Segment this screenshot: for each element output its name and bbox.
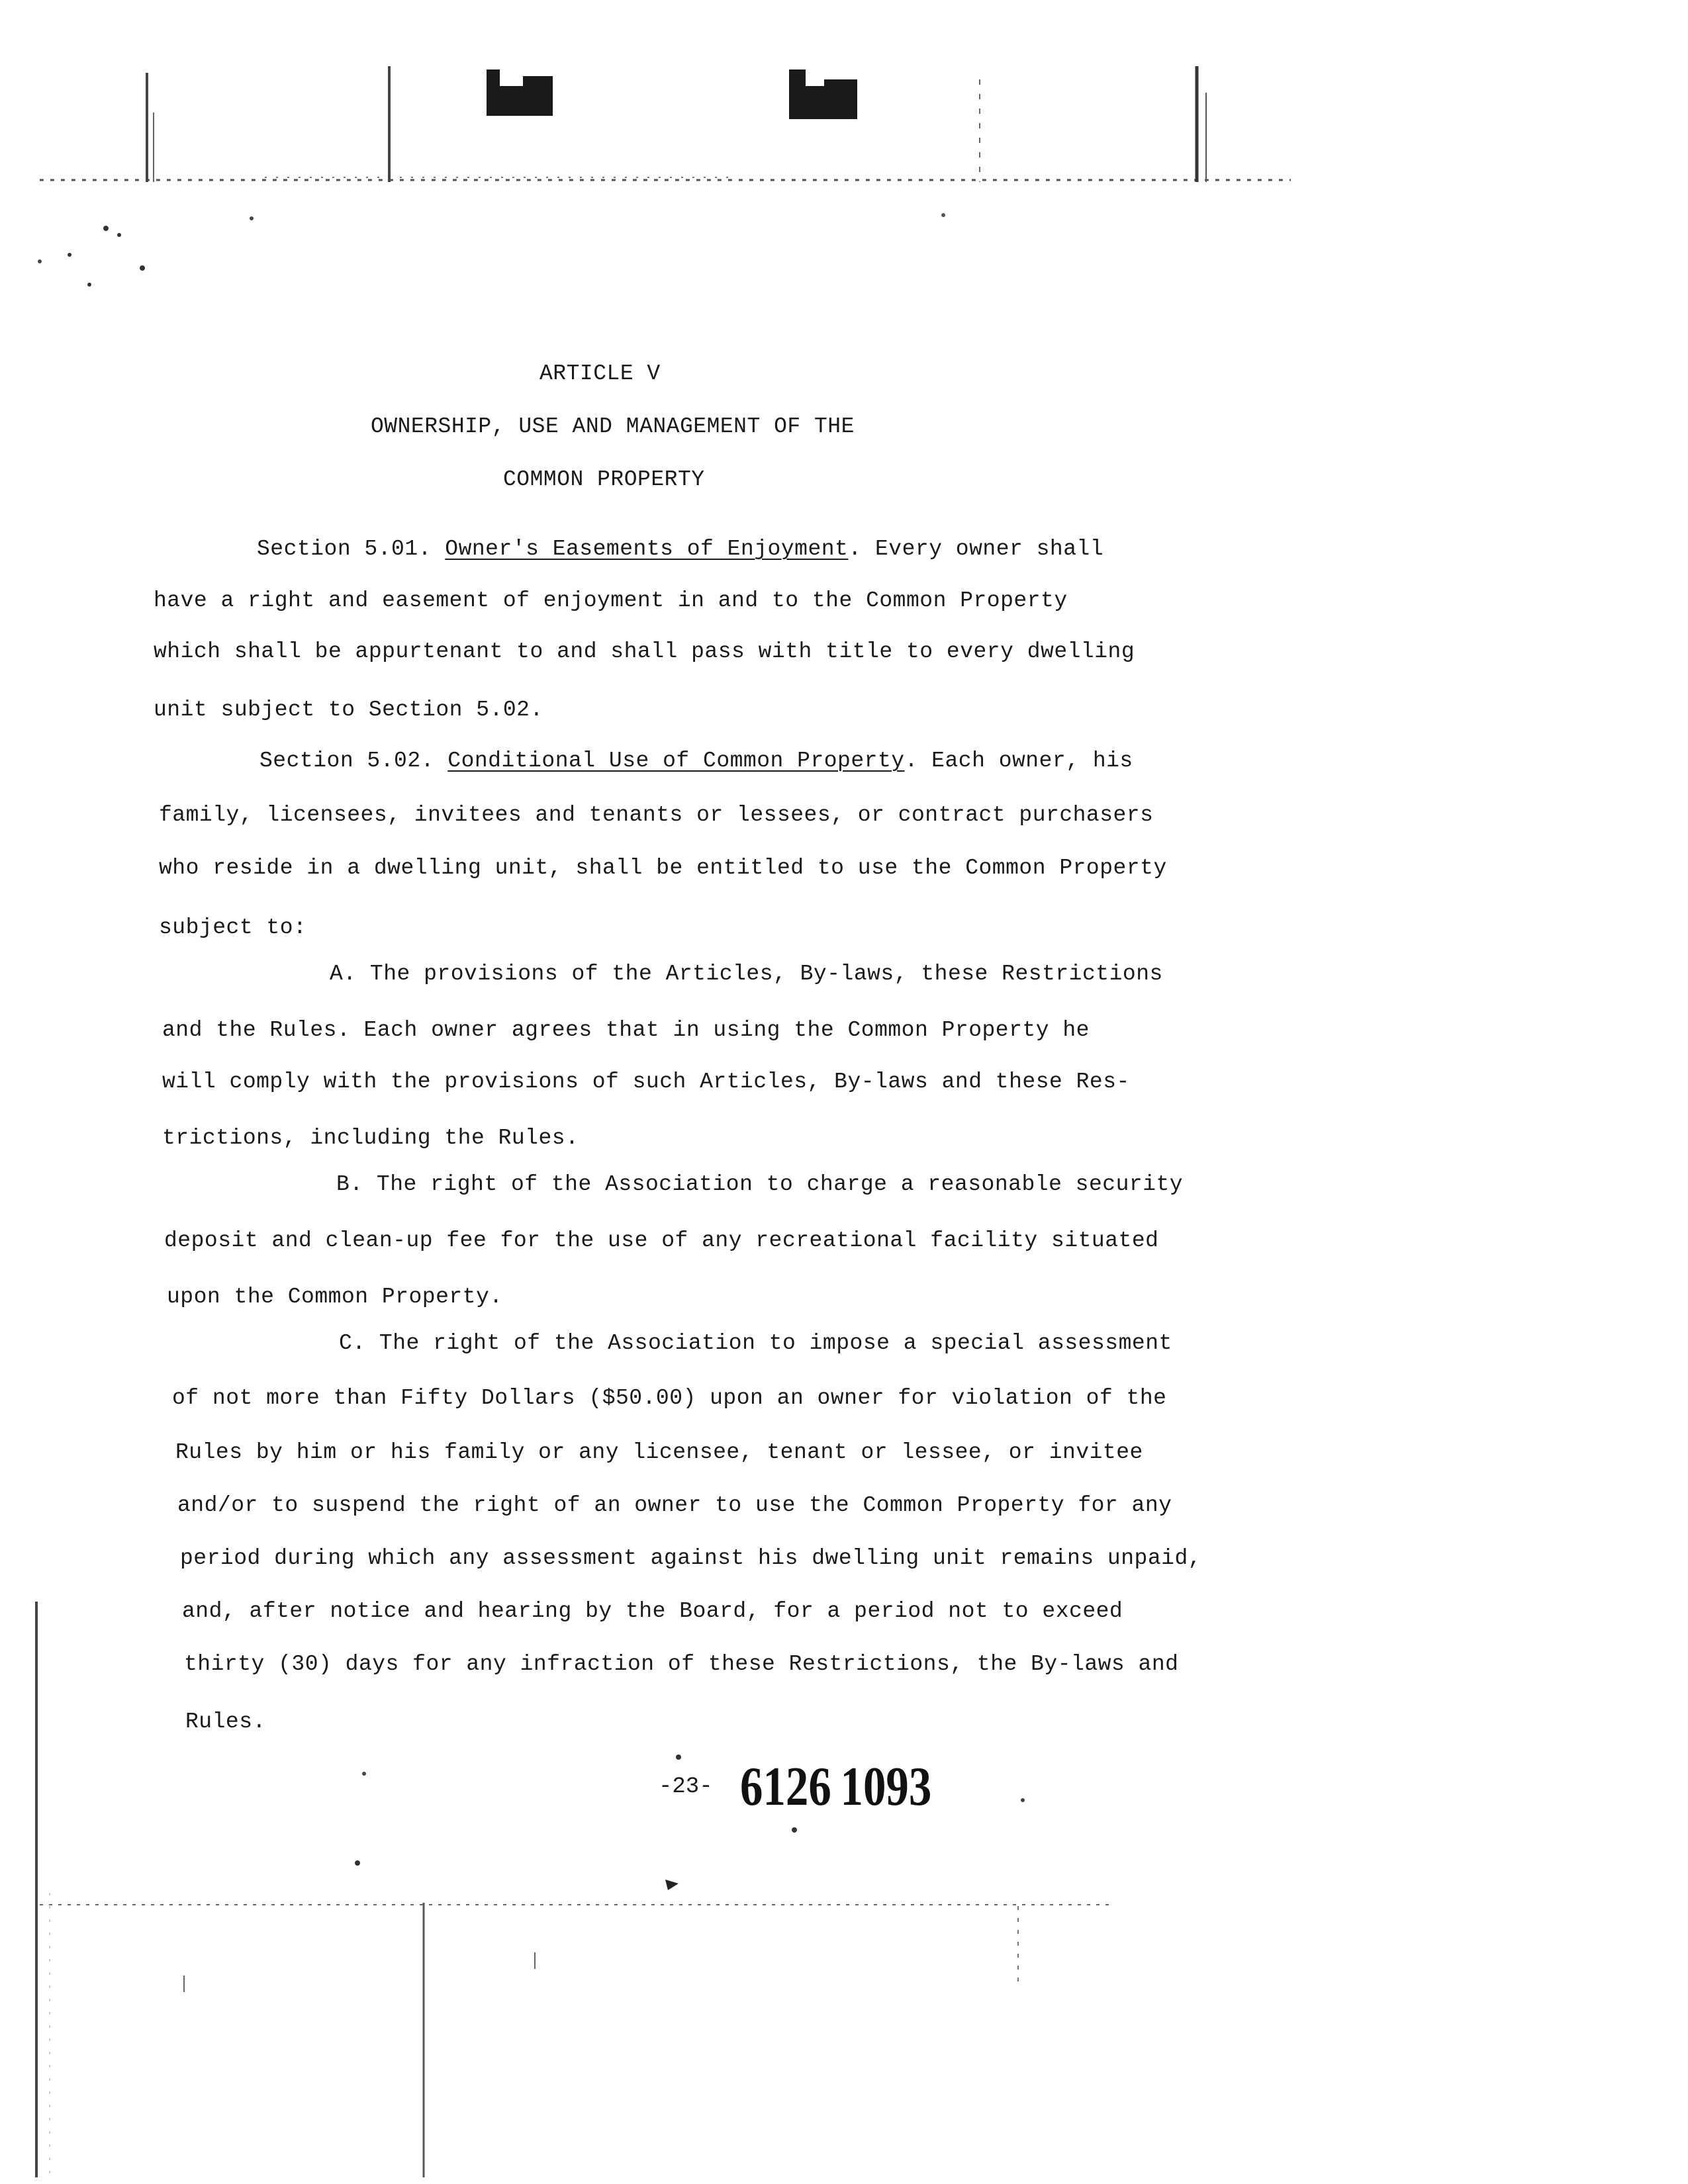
section-5-01-line-1-tail: . Every owner shall xyxy=(848,537,1104,561)
item-a-line-3: will comply with the provisions of such Articles, By-laws and these Res- xyxy=(162,1069,1130,1094)
section-5-02-line-2: family, licensees, invitees and tenants or lessees, or contract purchasers xyxy=(159,803,1154,827)
item-c-line-3: Rules by him or his family or any licensee, tenant or lessee, or invitee xyxy=(175,1440,1143,1465)
section-5-01-heading: Owner's Easements of Enjoyment xyxy=(445,537,849,561)
section-5-02-heading: Conditional Use of Common Property xyxy=(447,749,905,773)
item-a-line-1: A. The provisions of the Articles, By-laws, these Restrictions xyxy=(330,962,1163,986)
section-5-01-line-2: have a right and easement of enjoyment in and to the Common Property xyxy=(154,588,1068,613)
item-a-line-2: and the Rules. Each owner agrees that in using the Common Property he xyxy=(162,1018,1090,1042)
section-5-02-number: Section 5.02. xyxy=(259,749,434,773)
article-number: ARTICLE V xyxy=(539,361,661,386)
item-c-line-4: and/or to suspend the right of an owner to use the Common Property for any xyxy=(177,1493,1172,1518)
item-a-line-4: trictions, including the Rules. xyxy=(162,1126,579,1150)
item-c-line-5: period during which any assessment against his dwelling unit remains unpaid, xyxy=(180,1546,1202,1570)
item-c-line-1: C. The right of the Association to impose a special assessment xyxy=(339,1331,1172,1355)
item-c-line-7: thirty (30) days for any infraction of these Restrictions, the By-laws and xyxy=(184,1652,1179,1676)
section-5-01-line-3: which shall be appurtenant to and shall pass with title to every dwelling xyxy=(154,639,1135,664)
article-title-line-1: OWNERSHIP, USE AND MANAGEMENT OF THE xyxy=(371,414,855,439)
section-5-01-line-1 xyxy=(257,536,1103,563)
section-5-01-number: Section 5.01. xyxy=(257,537,432,561)
section-5-02-line-4: subject to: xyxy=(159,915,307,940)
book-page-stamp: 6126 1093 xyxy=(740,1756,932,1817)
section-5-01-line-4: unit subject to Section 5.02. xyxy=(154,698,543,722)
section-5-02-line-3: who reside in a dwelling unit, shall be entitled to use the Common Property xyxy=(159,856,1167,880)
page-number: -23- xyxy=(659,1774,713,1799)
item-b-line-3: upon the Common Property. xyxy=(167,1285,503,1309)
item-b-line-1: B. The right of the Association to charge a reasonable security xyxy=(336,1172,1184,1197)
article-title-line-2: COMMON PROPERTY xyxy=(503,467,705,492)
item-b-line-2: deposit and clean-up fee for the use of any recreational facility situated xyxy=(164,1228,1159,1253)
section-5-02-line-1-tail: . Each owner, his xyxy=(904,749,1133,773)
item-c-line-6: and, after notice and hearing by the Board, for a period not to exceed xyxy=(182,1599,1123,1623)
item-c-line-8: Rules. xyxy=(185,1709,266,1734)
section-5-02-line-1 xyxy=(259,748,1133,774)
item-c-line-2: of not more than Fifty Dollars ($50.00) upon an owner for violation of the xyxy=(172,1386,1167,1410)
